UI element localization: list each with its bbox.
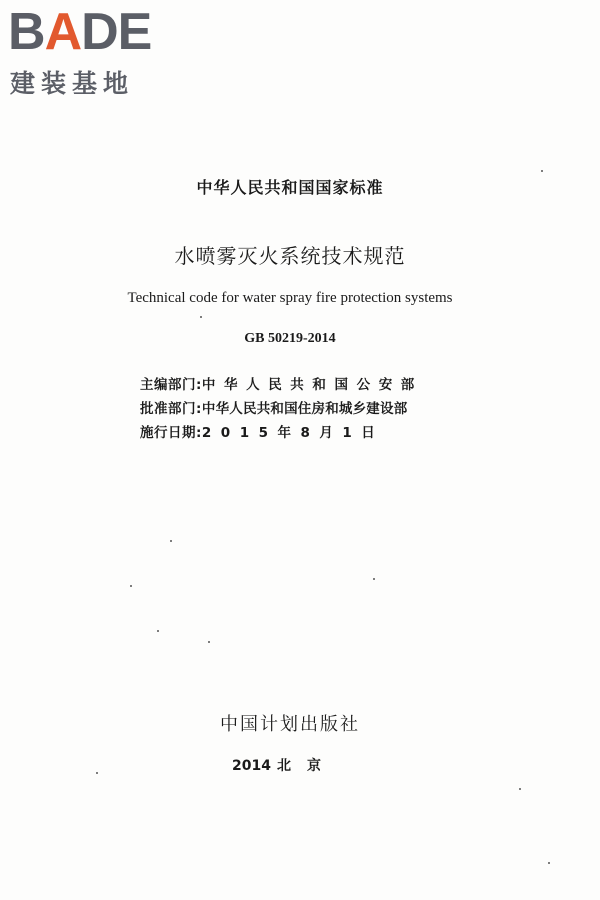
publication-year: 2014 bbox=[232, 758, 271, 774]
approver-line bbox=[140, 397, 407, 417]
scan-speck bbox=[157, 630, 159, 632]
approver-label: 批准部门: bbox=[140, 401, 202, 417]
scan-speck bbox=[200, 316, 202, 318]
scan-speck bbox=[170, 540, 172, 542]
effective-date-line bbox=[140, 421, 384, 441]
logo-subtitle: 建装基地 bbox=[10, 69, 135, 98]
standard-code: GB 50219-2014 bbox=[244, 331, 336, 346]
title-english: Technical code for water spray fire protection systems bbox=[127, 290, 453, 306]
effective-date-value: 2015年8月1日 bbox=[201, 425, 385, 441]
scan-speck bbox=[519, 788, 521, 790]
publication-city: 北京 bbox=[276, 758, 337, 774]
chief-editor-line bbox=[140, 373, 423, 393]
scan-speck bbox=[130, 585, 132, 587]
publisher: 中国计划出版社 bbox=[220, 714, 360, 735]
publication-line bbox=[232, 755, 337, 775]
bade-logo-watermark bbox=[8, 3, 178, 98]
logo-mark: BADE bbox=[8, 3, 152, 61]
approver-value: 中华人民共和国住房和城乡建设部 bbox=[201, 401, 408, 417]
effective-date-label: 施行日期: bbox=[140, 425, 202, 441]
chief-editor-value: 中华人民共和国公安部 bbox=[201, 377, 423, 393]
scan-speck bbox=[541, 170, 543, 172]
scan-speck bbox=[373, 578, 375, 580]
scan-speck bbox=[208, 641, 210, 643]
scan-speck bbox=[548, 862, 550, 864]
standard-type: 中华人民共和国国家标准 bbox=[196, 178, 384, 197]
scan-speck bbox=[96, 772, 98, 774]
title-chinese: 水喷雾灭火系统技术规范 bbox=[174, 244, 406, 268]
chief-editor-label: 主编部门: bbox=[140, 377, 202, 393]
